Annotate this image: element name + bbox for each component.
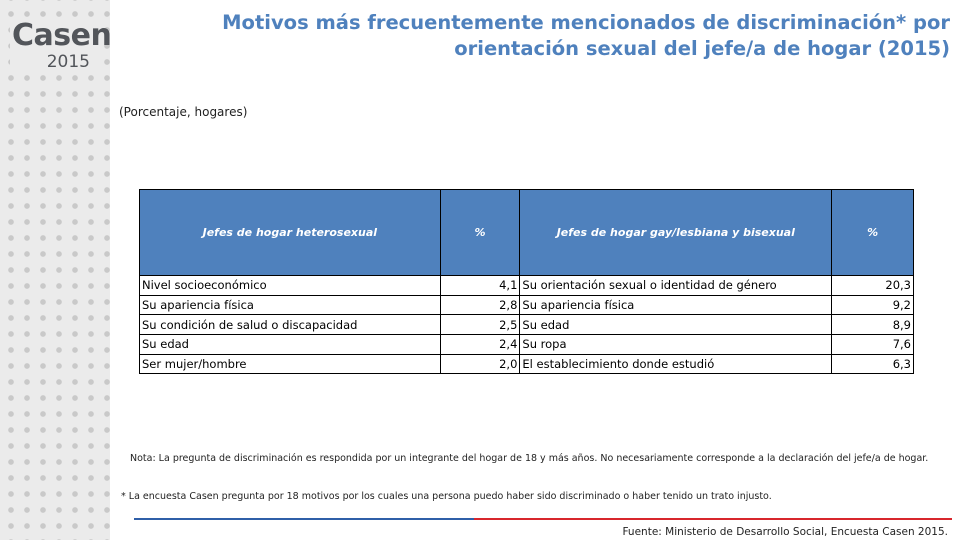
table-row bbox=[140, 295, 914, 315]
table-row bbox=[140, 335, 914, 355]
cell-motivo-hetero: Su edad bbox=[140, 335, 441, 355]
cell-motivo-gay: Su edad bbox=[520, 315, 832, 335]
table-row bbox=[140, 276, 914, 296]
cell-motivo-hetero: Nivel socioeconómico bbox=[140, 276, 441, 296]
cell-pct-gay: 8,9 bbox=[832, 315, 914, 335]
slide-subtitle: (Porcentaje, hogares) bbox=[119, 105, 248, 119]
logo-word: Casen bbox=[12, 18, 112, 53]
cell-pct-gay: 20,3 bbox=[832, 276, 914, 296]
table-row bbox=[140, 315, 914, 335]
cell-pct-hetero: 2,4 bbox=[440, 335, 520, 355]
nota-text: Nota: La pregunta de discriminación es respondida por un integrante del hogar de 18 y más años. No necesariamente corresponde a la declaración del jefe/a de hogar. bbox=[130, 453, 929, 464]
cell-motivo-hetero: Ser mujer/hombre bbox=[140, 354, 441, 374]
casen-logo bbox=[10, 18, 112, 74]
table-header-row bbox=[140, 190, 914, 276]
cell-pct-hetero: 2,5 bbox=[440, 315, 520, 335]
cell-motivo-gay: El establecimiento donde estudió bbox=[520, 354, 832, 374]
cell-pct-hetero: 4,1 bbox=[440, 276, 520, 296]
table-row bbox=[140, 354, 914, 374]
header-percent-2: % bbox=[832, 190, 914, 276]
source-text: Fuente: Ministerio de Desarrollo Social, Encuesta Casen 2015. bbox=[622, 526, 948, 538]
cell-motivo-gay: Su apariencia física bbox=[520, 295, 832, 315]
header-gay-lesbiana-bisexual: Jefes de hogar gay/lesbiana y bisexual bbox=[520, 190, 832, 276]
footer-rule-red bbox=[474, 518, 952, 520]
cell-motivo-gay: Su ropa bbox=[520, 335, 832, 355]
cell-pct-gay: 6,3 bbox=[832, 354, 914, 374]
dotted-side-panel bbox=[0, 0, 110, 540]
cell-motivo-hetero: Su condición de salud o discapacidad bbox=[140, 315, 441, 335]
cell-pct-hetero: 2,8 bbox=[440, 295, 520, 315]
header-percent-1: % bbox=[440, 190, 520, 276]
cell-motivo-gay: Su orientación sexual o identidad de género bbox=[520, 276, 832, 296]
footer-rule-blue bbox=[134, 518, 474, 520]
logo-year: 2015 bbox=[46, 52, 90, 72]
cell-pct-gay: 9,2 bbox=[832, 295, 914, 315]
discrimination-table bbox=[139, 189, 914, 374]
cell-motivo-hetero: Su apariencia física bbox=[140, 295, 441, 315]
cell-pct-hetero: 2,0 bbox=[440, 354, 520, 374]
asterisk-note: * La encuesta Casen pregunta por 18 motivos por los cuales una persona puedo haber sido discriminado o haber tenido un trato injusto. bbox=[121, 491, 772, 502]
slide-title: Motivos más frecuentemente mencionados de discriminación* por orientación sexual del jefe/a de hogar (2015) bbox=[222, 11, 950, 60]
cell-pct-gay: 7,6 bbox=[832, 335, 914, 355]
header-heterosexual: Jefes de hogar heterosexual bbox=[140, 190, 441, 276]
